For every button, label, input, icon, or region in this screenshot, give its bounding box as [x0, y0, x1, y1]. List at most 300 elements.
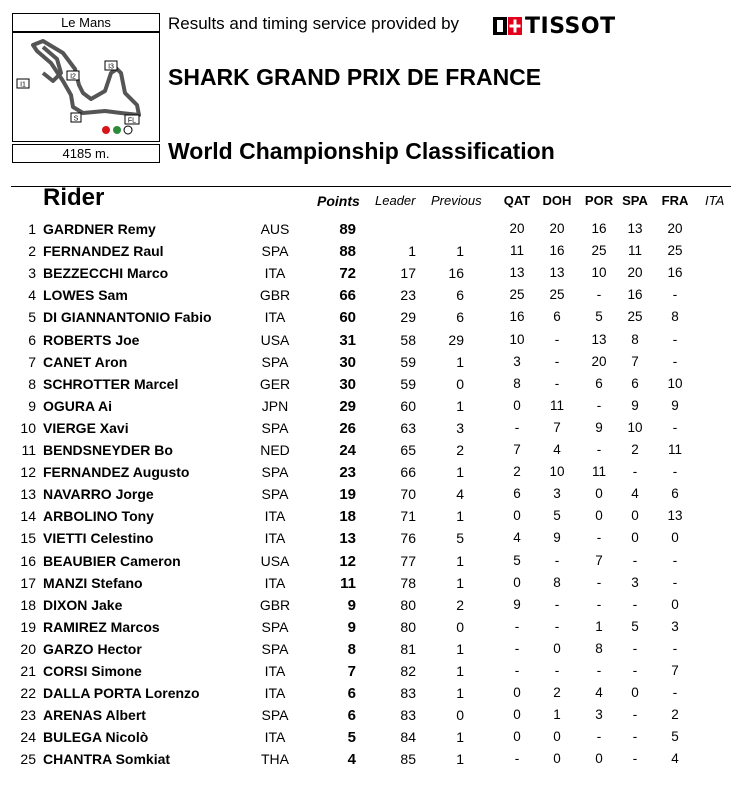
- race-points: -: [672, 685, 678, 701]
- race-points: -: [554, 663, 560, 678]
- race-points: 0: [513, 397, 521, 413]
- rider-points: 60: [339, 309, 356, 327]
- race-points: 5: [595, 309, 603, 325]
- rider-name: ARBOLINO Tony: [43, 508, 154, 525]
- gap-to-previous: 1: [456, 353, 464, 370]
- gap-to-leader: 58: [400, 331, 416, 348]
- rider-position: 20: [20, 640, 36, 657]
- chequered-flag-icon: [124, 126, 132, 134]
- race-points: 5: [631, 618, 639, 634]
- table-row: [0, 508, 738, 530]
- rider-name: DIXON Jake: [43, 596, 123, 613]
- gap-to-previous: 1: [456, 574, 464, 591]
- gap-to-leader: 65: [400, 442, 416, 458]
- race-points: 3: [595, 707, 603, 723]
- map-label-fl: FL: [127, 117, 137, 125]
- race-points: 0: [513, 508, 521, 524]
- gap-to-previous: 3: [456, 419, 464, 436]
- gap-to-previous: 0: [456, 707, 464, 724]
- race-points: 6: [671, 486, 679, 502]
- race-points: -: [596, 574, 602, 590]
- race-points: 9: [671, 397, 679, 413]
- race-points: -: [514, 419, 520, 435]
- race-points: 6: [595, 375, 603, 391]
- race-points: -: [632, 663, 638, 678]
- table-row: [0, 442, 738, 464]
- race-points: -: [596, 530, 602, 546]
- rider-nation: ITA: [264, 729, 286, 746]
- race-points: 25: [591, 243, 607, 259]
- gap-to-leader: 59: [400, 375, 416, 392]
- gap-to-leader: 80: [400, 618, 416, 635]
- gap-to-previous: 2: [456, 596, 464, 613]
- race-points: 5: [553, 508, 561, 524]
- race-points: 1: [595, 618, 603, 634]
- race-points: 6: [631, 375, 639, 391]
- rider-nation: SPA: [261, 353, 289, 370]
- rider-points: 8: [347, 640, 356, 658]
- race-points: -: [672, 464, 678, 480]
- map-label-i2: I2: [70, 73, 76, 81]
- gap-to-leader: 85: [400, 751, 416, 768]
- race-points: 5: [513, 552, 521, 568]
- gap-to-leader: 82: [400, 663, 416, 679]
- race-points: 16: [549, 243, 565, 259]
- gap-to-previous: 1: [456, 729, 464, 746]
- table-row: [0, 751, 738, 773]
- rider-position: 19: [20, 618, 36, 635]
- table-row: [0, 354, 738, 376]
- table-row: [0, 420, 738, 442]
- column-header-points: Points: [317, 193, 360, 209]
- race-points: -: [514, 640, 520, 656]
- race-points: 2: [553, 685, 561, 701]
- race-points: 8: [631, 331, 639, 347]
- header-divider: [11, 186, 731, 187]
- gap-to-leader: 71: [400, 508, 416, 525]
- rider-name: DALLA PORTA Lorenzo: [43, 685, 200, 702]
- race-points: 7: [631, 353, 639, 369]
- race-points: 8: [513, 375, 521, 391]
- rider-position: 14: [20, 508, 36, 525]
- race-points: 13: [509, 265, 525, 281]
- rider-name: NAVARRO Jorge: [43, 486, 154, 503]
- rider-name: GARZO Hector: [43, 640, 142, 657]
- gap-to-leader: 84: [400, 729, 416, 746]
- rider-name: FERNANDEZ Augusto: [43, 464, 190, 481]
- timing-provider-text: Results and timing service provided by: [168, 14, 460, 33]
- race-points: 10: [591, 265, 607, 281]
- table-row: [0, 641, 738, 663]
- race-points: 0: [595, 751, 603, 767]
- rider-position: 10: [20, 419, 36, 436]
- rider-name: BENDSNEYDER Bo: [43, 442, 173, 458]
- race-points: 13: [627, 221, 643, 236]
- race-points: 20: [509, 221, 525, 236]
- race-points: 3: [513, 353, 521, 369]
- gap-to-previous: 1: [456, 552, 464, 569]
- rider-points: 19: [339, 486, 356, 504]
- race-points: -: [672, 574, 678, 590]
- rider-position: 18: [20, 596, 36, 613]
- race-points: 2: [513, 464, 521, 480]
- rider-points: 30: [339, 375, 356, 393]
- table-row: [0, 221, 738, 243]
- gap-to-previous: 1: [456, 464, 464, 481]
- column-header-leader: Leader: [375, 193, 416, 208]
- rider-points: 26: [339, 419, 356, 437]
- table-row: [0, 309, 738, 331]
- race-points: -: [596, 397, 602, 413]
- race-points: 0: [595, 486, 603, 502]
- rider-points: 9: [347, 596, 356, 614]
- race-points: 16: [591, 221, 607, 236]
- table-row: [0, 530, 738, 552]
- race-points: 7: [671, 663, 679, 678]
- rider-nation: SPA: [261, 640, 289, 657]
- rider-position: 12: [20, 464, 36, 481]
- table-row: [0, 685, 738, 707]
- race-points: -: [632, 464, 638, 480]
- rider-name: VIETTI Celestino: [43, 530, 154, 547]
- race-points: -: [672, 287, 678, 303]
- gap-to-previous: 0: [456, 618, 464, 635]
- race-points: 16: [627, 287, 643, 303]
- event-title: SHARK GRAND PRIX DE FRANCE: [168, 64, 542, 90]
- race-points: -: [554, 353, 560, 369]
- gap-to-leader: 17: [400, 265, 416, 282]
- rider-nation: NED: [260, 442, 290, 458]
- rider-nation: ITA: [264, 309, 286, 326]
- rider-name: DI GIANNANTONIO Fabio: [43, 309, 212, 326]
- race-points: 10: [667, 375, 683, 391]
- table-row: [0, 376, 738, 398]
- race-points: 5: [671, 729, 679, 745]
- rider-position: 22: [20, 685, 36, 702]
- race-points: 4: [671, 751, 679, 767]
- rider-nation: ITA: [264, 265, 286, 282]
- column-header-race: QAT: [503, 193, 531, 208]
- race-points: 3: [553, 486, 561, 502]
- race-points: 2: [671, 707, 679, 723]
- rider-points: 6: [347, 707, 356, 725]
- rider-nation: ITA: [264, 508, 286, 525]
- gap-to-leader: 77: [400, 552, 416, 569]
- table-row: [0, 398, 738, 420]
- race-points: 25: [667, 243, 683, 259]
- race-points: -: [596, 442, 602, 457]
- race-points: -: [632, 640, 638, 656]
- rider-points: 66: [339, 287, 356, 305]
- rider-position: 6: [28, 331, 36, 348]
- gap-to-leader: 81: [400, 640, 416, 657]
- rider-nation: JPN: [261, 397, 289, 414]
- rider-position: 1: [28, 221, 36, 237]
- column-header-race: SPA: [622, 193, 648, 208]
- rider-points: 24: [339, 442, 356, 459]
- rider-name: CHANTRA Somkiat: [43, 751, 171, 768]
- table-row: [0, 707, 738, 729]
- race-points: -: [632, 596, 638, 612]
- track-name: Le Mans: [12, 13, 160, 32]
- rider-points: 23: [339, 464, 356, 482]
- gap-to-leader: 83: [400, 685, 416, 702]
- rider-name: ARENAS Albert: [43, 707, 146, 724]
- race-points: -: [514, 663, 520, 678]
- race-points: 10: [549, 464, 565, 480]
- gap-to-previous: 1: [456, 640, 464, 657]
- race-points: -: [632, 552, 638, 568]
- map-label-i3: I3: [108, 63, 114, 71]
- map-label-i1: I1: [20, 81, 26, 89]
- rider-name: LOWES Sam: [43, 287, 128, 304]
- tissot-logo-text: TISSOT: [525, 13, 616, 39]
- gap-to-previous: 1: [456, 685, 464, 702]
- rider-position: 24: [20, 729, 36, 746]
- race-points: 3: [631, 574, 639, 590]
- gap-to-previous: 1: [456, 751, 464, 768]
- race-points: 20: [549, 221, 565, 236]
- race-points: -: [632, 707, 638, 723]
- gap-to-leader: 80: [400, 596, 416, 613]
- race-points: 0: [553, 751, 561, 767]
- rider-position: 16: [20, 552, 36, 569]
- race-points: 2: [631, 442, 639, 457]
- race-points: 0: [631, 530, 639, 546]
- rider-name: CORSI Simone: [43, 663, 142, 679]
- rider-points: 29: [339, 397, 356, 415]
- map-label-s: S: [73, 115, 79, 123]
- rider-name: OGURA Ai: [43, 397, 112, 414]
- table-row: [0, 243, 738, 265]
- table-row: [0, 265, 738, 287]
- race-points: 7: [553, 419, 561, 435]
- column-header-race: POR: [584, 193, 614, 208]
- rider-name: BEAUBIER Cameron: [43, 552, 181, 569]
- rider-points: 72: [339, 265, 356, 283]
- race-points: 0: [671, 596, 679, 612]
- rider-nation: GBR: [259, 596, 291, 613]
- rider-position: 25: [20, 751, 36, 768]
- race-points: 11: [627, 243, 642, 259]
- table-row: [0, 332, 738, 354]
- gap-to-leader: 70: [400, 486, 416, 503]
- rider-name: SCHROTTER Marcel: [43, 375, 179, 392]
- race-points: 0: [553, 640, 561, 656]
- rider-points: 5: [347, 729, 356, 747]
- rider-name: BULEGA Nicolò: [43, 729, 149, 746]
- rider-nation: SPA: [261, 486, 289, 503]
- column-header-previous: Previous: [431, 193, 482, 208]
- race-points: -: [514, 751, 520, 767]
- rider-nation: USA: [260, 331, 290, 348]
- gap-to-leader: 83: [400, 707, 416, 724]
- gap-to-previous: 4: [456, 486, 464, 503]
- race-points: 16: [509, 309, 525, 325]
- table-row: [0, 575, 738, 597]
- red-light-icon: [102, 126, 110, 134]
- race-points: 0: [631, 508, 639, 524]
- gap-to-previous: 5: [456, 530, 464, 547]
- race-points: 9: [595, 419, 603, 435]
- race-points: 6: [553, 309, 561, 325]
- gap-to-previous: 1: [456, 508, 464, 525]
- race-points: 3: [671, 618, 679, 634]
- race-points: 9: [513, 596, 521, 612]
- race-points: -: [632, 729, 638, 745]
- gap-to-leader: 59: [400, 353, 416, 370]
- rider-position: 13: [20, 486, 36, 503]
- gap-to-leader: 63: [400, 419, 416, 436]
- rider-nation: GER: [259, 375, 291, 392]
- rider-nation: GBR: [259, 287, 291, 304]
- table-row: [0, 464, 738, 486]
- rider-nation: THA: [261, 751, 289, 768]
- rider-points: 89: [339, 221, 356, 238]
- race-points: 8: [595, 640, 603, 656]
- race-points: -: [596, 287, 602, 303]
- gap-to-previous: 0: [456, 375, 464, 392]
- rider-name: MANZI Stefano: [43, 574, 143, 591]
- column-header-rider: Rider: [43, 184, 105, 211]
- rider-name: VIERGE Xavi: [43, 419, 129, 436]
- rider-points: 30: [339, 353, 356, 371]
- table-row: [0, 619, 738, 641]
- race-points: -: [596, 596, 602, 612]
- race-points: 0: [671, 530, 679, 546]
- race-points: 0: [513, 574, 521, 590]
- race-points: -: [554, 552, 560, 568]
- rider-position: 4: [28, 287, 36, 304]
- rider-position: 17: [20, 574, 36, 591]
- race-points: 9: [553, 530, 561, 546]
- race-points: 9: [631, 397, 639, 413]
- gap-to-previous: 2: [456, 442, 464, 458]
- race-points: 11: [667, 442, 682, 457]
- rider-position: 11: [21, 442, 36, 458]
- tissot-cross-icon: [493, 15, 523, 37]
- race-points: -: [596, 729, 602, 745]
- rider-points: 18: [339, 508, 356, 526]
- race-points: 10: [627, 419, 643, 435]
- race-points: -: [672, 640, 678, 656]
- track-length: 4185 m.: [12, 144, 160, 163]
- rider-position: 2: [28, 243, 36, 260]
- gap-to-leader: 66: [400, 464, 416, 481]
- gap-to-leader: 76: [400, 530, 416, 547]
- table-row: [0, 597, 738, 619]
- race-points: 4: [553, 442, 561, 457]
- table-row: [0, 287, 738, 309]
- rider-position: 23: [20, 707, 36, 724]
- rider-points: 12: [339, 552, 356, 570]
- gap-to-leader: 78: [400, 574, 416, 591]
- rider-nation: SPA: [261, 464, 289, 481]
- green-light-icon: [113, 126, 121, 134]
- race-points: 1: [553, 707, 561, 723]
- race-points: 10: [509, 331, 525, 347]
- rider-nation: SPA: [261, 707, 289, 724]
- gap-to-previous: 1: [456, 243, 464, 260]
- race-points: 11: [591, 464, 606, 480]
- rider-name: FERNANDEZ Raul: [43, 243, 164, 260]
- race-points: 8: [671, 309, 679, 325]
- gap-to-previous: 29: [448, 331, 464, 348]
- race-points: 25: [549, 287, 565, 303]
- race-points: 25: [509, 287, 525, 303]
- race-points: 7: [595, 552, 603, 568]
- race-points: -: [554, 375, 560, 391]
- rider-points: 11: [340, 574, 356, 592]
- race-points: -: [554, 596, 560, 612]
- rider-nation: USA: [260, 552, 290, 569]
- race-points: -: [632, 751, 638, 767]
- race-points: 0: [595, 508, 603, 524]
- column-header-race: FRA: [661, 193, 689, 208]
- race-points: 0: [513, 729, 521, 745]
- race-points: -: [672, 419, 678, 435]
- rider-nation: ITA: [264, 574, 286, 591]
- race-points: 20: [591, 353, 607, 369]
- rider-position: 21: [20, 663, 36, 679]
- rider-points: 4: [347, 751, 356, 769]
- rider-name: RAMIREZ Marcos: [43, 618, 160, 635]
- rider-name: CANET Aron: [43, 353, 128, 370]
- classification-title: World Championship Classification: [168, 138, 555, 164]
- rider-points: 9: [347, 618, 356, 636]
- rider-position: 8: [28, 375, 36, 392]
- rider-name: BEZZECCHI Marco: [43, 265, 169, 282]
- race-points: 25: [627, 309, 643, 325]
- rider-points: 7: [347, 663, 356, 680]
- table-row: [0, 663, 738, 685]
- rider-nation: ITA: [264, 530, 286, 547]
- rider-position: 7: [28, 353, 36, 370]
- rider-name: ROBERTS Joe: [43, 331, 140, 348]
- rider-position: 5: [28, 309, 36, 326]
- race-points: 6: [513, 486, 521, 502]
- rider-position: 9: [28, 397, 36, 414]
- gap-to-previous: 1: [456, 663, 464, 679]
- rider-name: GARDNER Remy: [43, 221, 156, 237]
- race-points: -: [596, 663, 602, 678]
- race-points: 13: [591, 331, 607, 347]
- gap-to-leader: 29: [400, 309, 416, 326]
- race-points: 13: [549, 265, 565, 281]
- rider-points: 88: [339, 243, 356, 261]
- gap-to-leader: 60: [400, 397, 416, 414]
- column-header-next-race: ITA: [705, 193, 725, 208]
- race-points: 8: [553, 574, 561, 590]
- gap-to-previous: 16: [448, 265, 464, 282]
- race-points: -: [514, 618, 520, 634]
- rider-position: 3: [28, 265, 36, 282]
- column-header-race: DOH: [542, 193, 572, 208]
- race-points: 0: [631, 685, 639, 701]
- track-map-icon: [13, 33, 159, 141]
- rider-points: 13: [339, 530, 356, 548]
- table-row: [0, 729, 738, 751]
- rider-nation: SPA: [261, 243, 289, 260]
- gap-to-leader: 23: [400, 287, 416, 304]
- table-row: [0, 553, 738, 575]
- race-points: 0: [553, 729, 561, 745]
- race-points: -: [554, 618, 560, 634]
- race-points: -: [672, 353, 678, 369]
- race-points: 11: [509, 243, 524, 259]
- race-points: 4: [595, 685, 603, 701]
- gap-to-leader: 1: [408, 243, 416, 260]
